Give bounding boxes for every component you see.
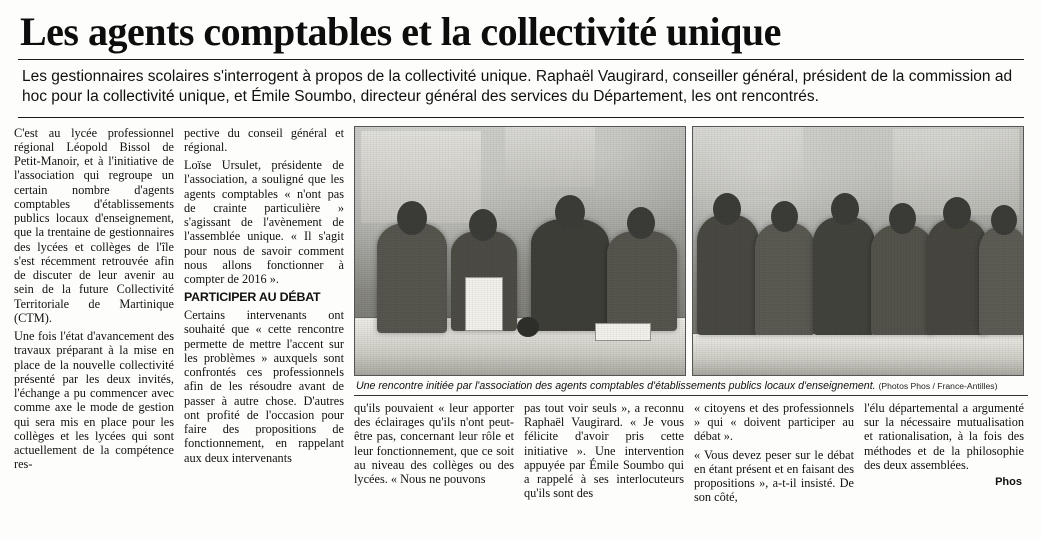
paragraph: pas tout voir seuls », a reconnu Raphaël Vaugirard. « Je vous félicite d'avoir pris cette initiative ». Une intervention appuyée par Émile Soumbo qui a rappelé à ses interlocuteurs qu'ils sont des [524, 400, 684, 501]
caption-text: Une rencontre initiée par l'association des agents comptables d'établissements publics locaux d'enseignement. [356, 379, 876, 392]
text-column-6 [864, 401, 1024, 509]
paragraph: Loïse Ursulet, présidente de l'association, a souligné que les agents comptables « n'ont pas de crainte particulière » s'agissant de l'avènement de l'assemblée unique. « Il s'agit pour nous de savoir comment nous allons fonctionner à compter de 2016 ». [184, 158, 344, 287]
paragraph: Certains intervenants ont souhaité que « cette rencontre permette de mettre l'accent sur les problèmes » auxquels sont confrontés ces professionnels afin de les résoudre avant de passer à autre chose. D'autres ont profité de l'occasion pour faire des propositions de fonctionnement, en rappelant aux deux intervenants [184, 308, 344, 465]
photo-meeting-left [354, 126, 686, 376]
paragraph: « citoyens et des professionnels » qui « doivent participer au débat ». [694, 400, 854, 444]
text-column-4 [524, 401, 684, 509]
photo-caption [354, 376, 1028, 396]
article-body [14, 126, 1028, 509]
standfirst: Les gestionnaires scolaires s'interrogent à propos de la collectivité unique. Raphaël Vaugirard, conseiller général, président de la commission ad hoc pour la collectivité unique, et Émile Soumbo, directeur général des services du Département, les ont rencontrés. [22, 67, 1013, 106]
photo-row [354, 126, 1028, 376]
lower-text-columns [354, 401, 1028, 509]
text-column-1 [14, 126, 174, 476]
paragraph: C'est au lycée professionnel régional Léopold Bissol de Petit-Manoir, et à l'initiative de l'association qui regroupe un certain nombre d'agents comptables d'établissements publics locaux d'enseignement, que la trentaine de gestionnaires des lycées et collèges de l'île s'est récemment retrouvée afin de discuter de leur avenir au sein de la future Collectivité Territoriale de Martinique (CTM). [14, 125, 174, 325]
paragraph: Une fois l'état d'avancement des travaux préparant à la mise en place de la nouvelle collectivité présenté par les deux invités, l'échange a pu commencer avec comme axe le mode de gestion qui sera mis en place pour les collèges et les lycées qui sont actuellement de la compétence res- [14, 329, 174, 472]
page-title: Les agents comptables et la collectivité unique [20, 9, 781, 54]
text-column-5 [694, 401, 854, 509]
headline-divider [18, 59, 1024, 60]
photographer-signature: Phos [995, 476, 1022, 489]
text-column-3 [354, 401, 514, 509]
text-column-2 [184, 126, 344, 469]
paragraph: « Vous devez peser sur le débat en étant présent et en faisant des propositions », a-t-il insisté. De son côté, [694, 447, 854, 505]
photo-and-lower-text [354, 126, 1028, 509]
paragraph: pective du conseil général et régional. [184, 125, 344, 154]
paragraph: l'élu départemental a argumenté sur la nécessaire mutualisation et rationalisation, à la fois des méthodes et de la philosophie des deux assemblées. [864, 400, 1024, 472]
section-subheading: PARTICIPER AU DÉBAT [184, 290, 321, 305]
paragraph: qu'ils pouvaient « leur apporter des éclairages qu'ils n'ont peut-être pas, concernant leur rôle et leur fonctionnement, que ce soit au niveau des collèges ou des lycées. « Nous ne pouvons [354, 400, 514, 487]
photo-meeting-right [692, 126, 1024, 376]
standfirst-divider [18, 117, 1024, 118]
photo-credit: (Photos Phos / France-Antilles) [878, 380, 998, 391]
